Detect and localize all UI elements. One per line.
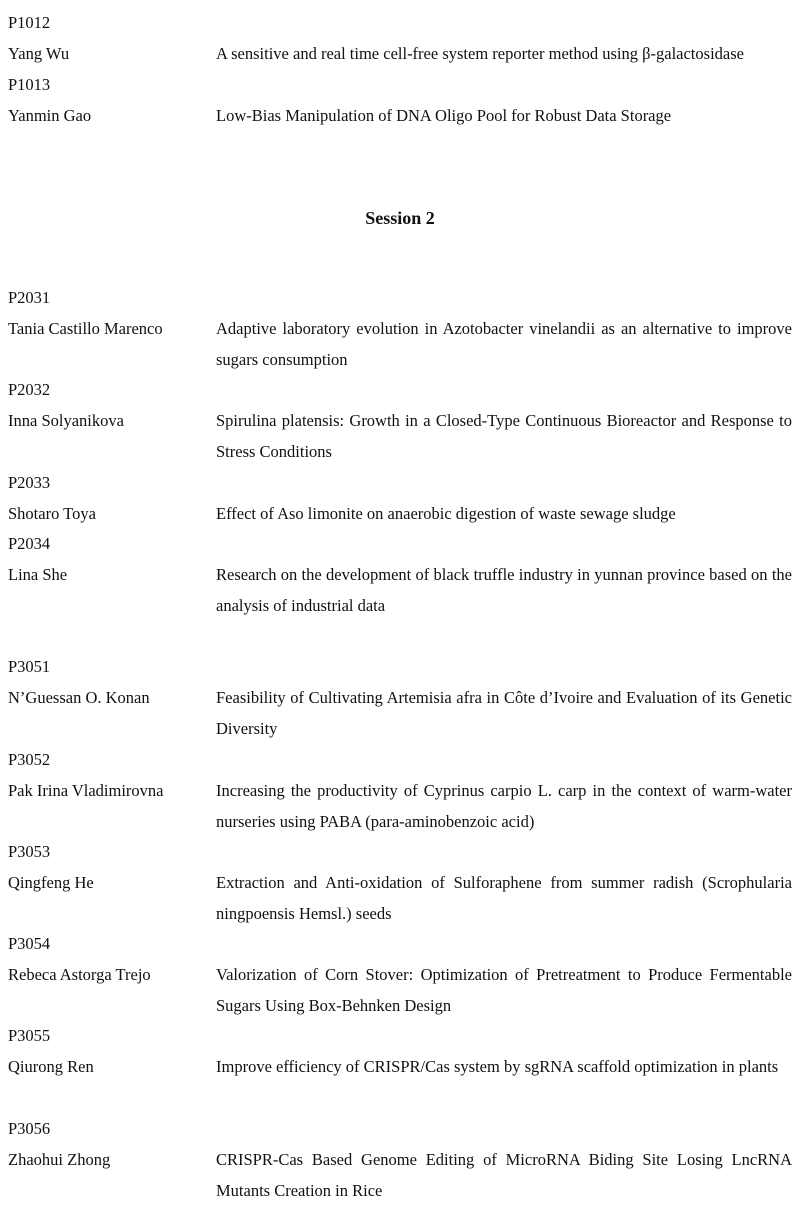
poster-author: Rebeca Astorga Trejo [8,965,151,984]
poster-entry [8,69,792,131]
poster-entry [8,1113,792,1206]
poster-title: Effect of Aso limonite on anaerobic digestion of waste sewage sludge [216,504,676,523]
poster-entry [8,744,792,837]
poster-entry [8,282,792,375]
poster-title: Improve efficiency of CRISPR/Cas system by sgRNA scaffold optimization in plants [216,1057,779,1076]
poster-author: Qiurong Ren [8,1057,94,1076]
poster-author: Qingfeng He [8,873,94,892]
poster-title: Research on the development of black truffle industry in yunnan province based on the analysis of industrial data [216,565,792,615]
poster-entry [8,836,792,929]
poster-author: Tania Castillo Marenco [8,319,163,338]
poster-entry [8,928,792,1021]
poster-code: P1013 [8,75,51,94]
session-heading: Session 2 [365,208,435,228]
poster-title: Valorization of Corn Stover: Optimization of Pretreatment to Produce Fermentable Sugars Using Box-Behnken Design [216,965,792,1015]
poster-title: Spirulina platensis: Growth in a Closed-Type Continuous Bioreactor and Response to Stress Conditions [216,411,792,461]
poster-code: P3055 [8,1026,51,1045]
poster-entry [8,651,792,744]
poster-entry [8,528,792,621]
poster-author: Lina She [8,565,68,584]
poster-code: P3051 [8,657,51,676]
poster-code: P2034 [8,534,51,553]
poster-author: N’Guessan O. Konan [8,688,150,707]
poster-code: P3056 [8,1119,51,1138]
poster-code: P1012 [8,13,51,32]
poster-title: A sensitive and real time cell-free system reporter method using β-galactosidase [216,44,744,63]
poster-code: P2031 [8,288,51,307]
poster-title: Increasing the productivity of Cyprinus carpio L. carp in the context of warm-water nurseries using PABA (para-aminobenzoic acid) [216,781,792,831]
poster-author: Inna Solyanikova [8,411,124,430]
poster-title: Adaptive laboratory evolution in Azotobacter vinelandii as an alternative to improve sugars consumption [216,319,792,369]
poster-code: P2032 [8,380,51,399]
poster-author: Yanmin Gao [8,106,92,125]
poster-entry [8,374,792,467]
poster-title: CRISPR-Cas Based Genome Editing of MicroRNA Biding Site Losing LncRNA Mutants Creation in Rice [216,1150,792,1200]
poster-title: Extraction and Anti-oxidation of Sulforaphene from summer radish (Scrophularia ningpoensis Hemsl.) seeds [216,873,792,923]
poster-title: Feasibility of Cultivating Artemisia afra in Côte d’Ivoire and Evaluation of its Genetic Diversity [216,688,792,738]
poster-entry [8,467,792,529]
poster-entry [8,1020,792,1082]
poster-author: Pak Irina Vladimirovna [8,781,164,800]
poster-code: P3053 [8,842,51,861]
poster-code: P2033 [8,473,51,492]
poster-author: Zhaohui Zhong [8,1150,111,1169]
poster-author: Yang Wu [8,44,70,63]
poster-entry [8,7,792,69]
poster-title: Low-Bias Manipulation of DNA Oligo Pool for Robust Data Storage [216,106,672,125]
poster-code: P3054 [8,934,51,953]
poster-author: Shotaro Toya [8,504,96,523]
poster-code: P3052 [8,750,51,769]
